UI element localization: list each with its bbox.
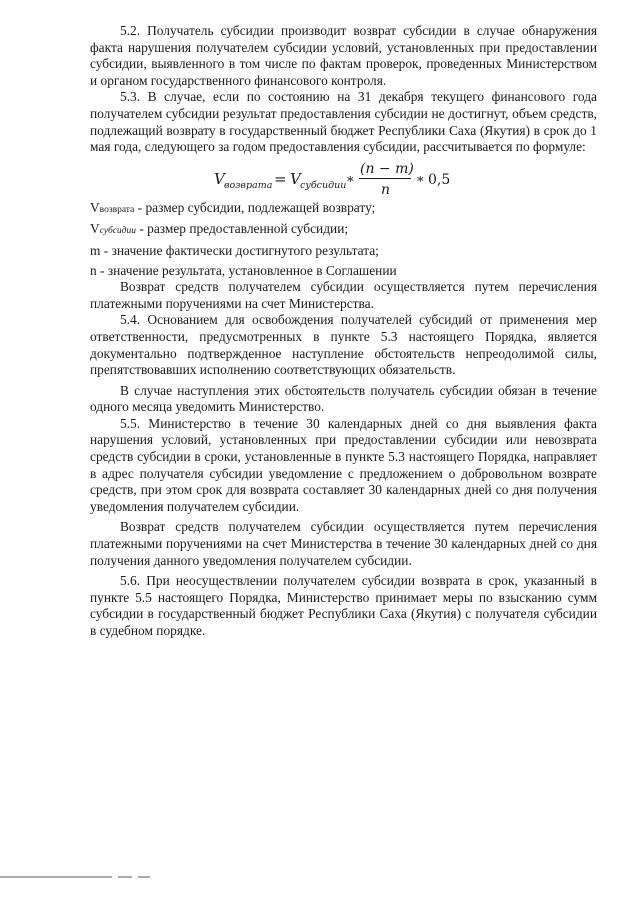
document-body [90, 23, 597, 640]
paragraph-5-4: 5.4. Основанием для освобождения получателей субсидий от применения мер ответственности, предусмотренных в пункте 5.3 настоящего Порядка, является документально подтвержденное наступление обстоятельств непреодолимой силы, препятствовавших исполнению соответствующих обязательств. [90, 312, 597, 378]
definition-v-return [90, 200, 597, 219]
definition-subscript: субсидии [99, 226, 136, 237]
scan-edge-line [0, 874, 160, 880]
paragraph-5-4-notify: В случае наступления этих обстоятельств получатель субсидии обязан в течение одного месяца уведомить Министерство. [90, 382, 597, 415]
definition-text: - размер субсидии, подлежащей возврату; [134, 199, 376, 215]
definition-text: - значение фактически достигнутого результата; [100, 242, 379, 258]
definition-symbol: V [90, 221, 100, 237]
paragraph-5-6: 5.6. При неосуществлении получателем субсидии возврата в срок, указанный в пункте 5.5 настоящего Порядка, Министерство принимает меры по взысканию сумм субсидии в государственный бюджет Республики Саха (Якутия) с получателя субсидии в судебном порядке. [90, 573, 597, 638]
definition-v-subsidy [90, 221, 597, 240]
formula-equals: = [273, 169, 287, 188]
definition-text: - размер предоставленной субсидии; [135, 221, 349, 237]
paragraph-5-3: 5.3. В случае, если по состоянию на 31 декабря текущего финансового года получателем субсидии результат предоставления субсидии не достигнут, объем средств, подлежащий возврату в государственный бюджет Республики Саха (Якутия) в срок до 1 мая года, следующего за годом предоставления субсидии, рассчитывается по формуле: [90, 89, 597, 155]
return-formula [90, 158, 597, 198]
formula-fraction-bar [359, 178, 411, 179]
paragraph-5-3-return: Возврат средств получателем субсидии осуществляется путем перечисления платежными поручениями на счет Министерства. [90, 279, 597, 311]
definition-subscript: возврата [99, 204, 135, 215]
definition-text: - значение результата, установленное в Соглашении [96, 262, 397, 278]
definition-n [90, 263, 597, 280]
formula-definitions [90, 200, 597, 279]
definition-symbol: V [90, 199, 100, 215]
definition-symbol: n [90, 262, 97, 278]
paragraph-5-2: 5.2. Получатель субсидии производит возврат субсидии в случае обнаружения факта нарушения получателем субсидии условий, установленных при предоставлении субсидии, выявленного в том числе по фактам проверок, проведенных Министерством и органом государственного финансового контроля. [90, 23, 597, 88]
formula-lhs-symbol: V [213, 169, 225, 188]
formula-times-1: * [346, 174, 353, 190]
definition-symbol: m [90, 242, 101, 258]
formula-rhs-sub: субсидии [299, 179, 346, 191]
formula-factor: 0,5 [427, 171, 450, 188]
paragraph-5-5-return: Возврат средств получателем субсидии осуществляется путем перечисления платежными поручениями на счет Министерства в течение 30 календарных дней со дня получения данного уведомления получателем субсидии. [90, 519, 597, 568]
formula-numerator: (n − m) [359, 160, 414, 177]
formula-times-2: * [416, 174, 423, 190]
formula-lhs-sub: возврата [223, 179, 272, 191]
formula-rhs-symbol: V [289, 169, 301, 188]
definition-m [90, 243, 597, 260]
paragraph-5-5: 5.5. Министерство в течение 30 календарных дней со дня выявления факта нарушения условий, установленных при предоставлении субсидии или невозврата средств субсидии в сроки, установленные в пункте 5.3 настоящего Порядка, направляет в адрес получателя субсидии уведомление с предложением о добровольном возврате средств, при этом срок для возврата составляет 30 календарных дней со дня получения уведомления получателем субсидии. [90, 415, 597, 514]
formula-graphic [214, 158, 474, 198]
formula-denominator: n [380, 181, 390, 198]
